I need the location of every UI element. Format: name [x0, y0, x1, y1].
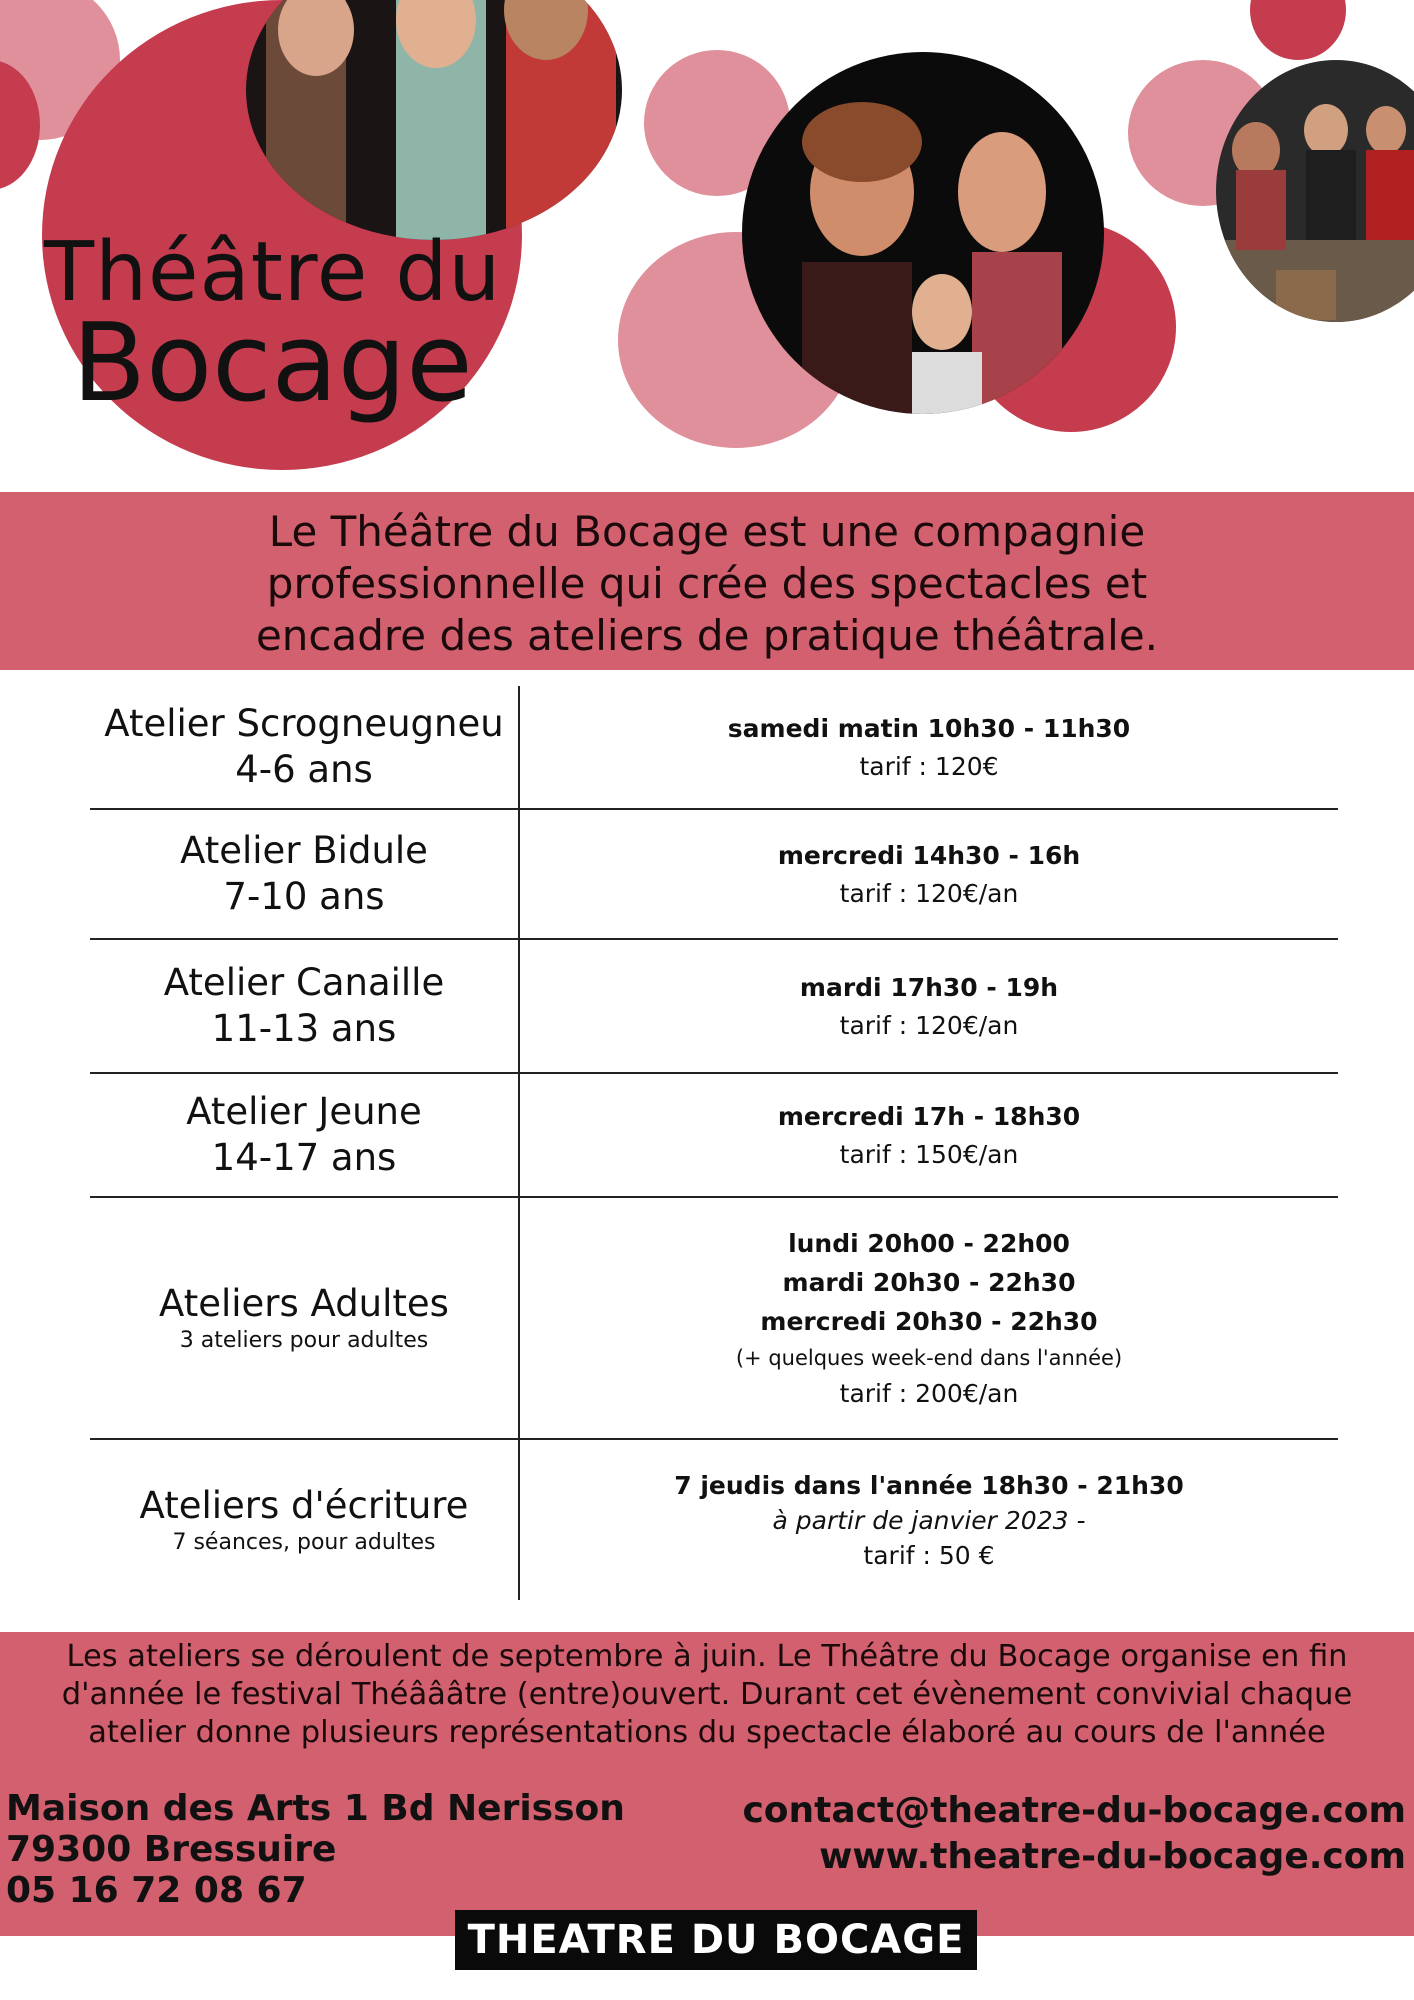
schedule-price: tarif : 200€/an	[839, 1378, 1019, 1408]
workshop-name: Atelier Bidule	[180, 829, 428, 872]
photo-actors	[742, 52, 1104, 414]
schedule-cell	[520, 1074, 1338, 1196]
schedule-time: lundi 20h00 - 22h00	[788, 1228, 1070, 1258]
schedule-note: à partir de janvier 2023 -	[772, 1505, 1086, 1535]
table-row	[90, 1074, 1338, 1198]
workshop-cell	[90, 1198, 520, 1438]
phone-number[interactable]: 05 16 72 08 67	[6, 1870, 307, 1911]
schedule-time: mercredi 17h - 18h30	[777, 1101, 1081, 1131]
contact-block	[742, 1788, 1406, 1880]
intro-line: professionnelle qui crée des spectacles et	[266, 559, 1148, 608]
footer-band	[0, 1632, 1414, 1936]
workshop-cell	[90, 1440, 520, 1600]
footer-description	[10, 1638, 1404, 1752]
schedule-price: tarif : 150€/an	[839, 1139, 1019, 1169]
intro-line: encadre des ateliers de pratique théâtrale.	[255, 611, 1159, 660]
workshop-cell	[90, 810, 520, 938]
workshop-cell	[90, 1074, 520, 1196]
title-line-1: Théâtre du	[44, 225, 502, 320]
schedule-time: mercredi 20h30 - 22h30	[760, 1306, 1098, 1336]
schedule-time: 7 jeudis dans l'année 18h30 - 21h30	[674, 1470, 1184, 1500]
schedule-cell	[520, 1440, 1338, 1600]
address-city: 79300 Bressuire	[6, 1829, 337, 1870]
schedule-note: (+ quelques week-end dans l'année)	[735, 1345, 1123, 1370]
table-row	[90, 686, 1338, 810]
workshop-name: Ateliers d'écriture	[139, 1484, 469, 1527]
intro-line: Le Théâtre du Bocage est une compagnie	[268, 507, 1146, 556]
schedule-price: tarif : 120€/an	[839, 1010, 1019, 1040]
schedule-time: mardi 20h30 - 22h30	[782, 1267, 1076, 1297]
workshop-name: Atelier Scrogneugneu	[104, 702, 504, 745]
schedule-cell	[520, 686, 1338, 808]
schedule-price: tarif : 50 €	[863, 1540, 995, 1570]
schedule-cell	[520, 940, 1338, 1072]
schedule-time: mardi 17h30 - 19h	[799, 972, 1059, 1002]
email-link[interactable]: contact@theatre-du-bocage.com	[742, 1790, 1406, 1831]
workshop-age: 4-6 ans	[235, 748, 373, 791]
table-row	[90, 810, 1338, 940]
schedule-cell	[520, 1198, 1338, 1438]
title-line-2: Bocage	[72, 301, 473, 426]
schedule-cell	[520, 810, 1338, 938]
intro-text	[0, 506, 1414, 662]
footer-line: d'année le festival Théâââtre (entre)ouvert. Durant cet évènement convivial chaque	[61, 1677, 1353, 1712]
schedule-price: tarif : 120€	[859, 751, 999, 781]
intro-band	[0, 492, 1414, 670]
schedule-price: tarif : 120€/an	[839, 878, 1019, 908]
workshop-cell	[90, 940, 520, 1072]
website-link[interactable]: www.theatre-du-bocage.com	[819, 1836, 1406, 1877]
workshop-subtitle: 7 séances, pour adultes	[172, 1530, 436, 1555]
table-row	[90, 1440, 1338, 1600]
schedule-table	[90, 686, 1338, 1600]
schedule-time: mercredi 14h30 - 16h	[777, 840, 1081, 870]
brand-logo: THEATRE DU BOCAGE	[455, 1910, 977, 1970]
footer-line: atelier donne plusieurs représentations du spectacle élaboré au cours de l'année	[88, 1715, 1326, 1750]
workshop-age: 14-17 ans	[211, 1136, 397, 1179]
schedule-time: samedi matin 10h30 - 11h30	[727, 713, 1131, 743]
workshop-age: 7-10 ans	[223, 875, 385, 918]
address-line: Maison des Arts 1 Bd Nerisson	[6, 1788, 625, 1829]
footer-line: Les ateliers se déroulent de septembre à juin. Le Théâtre du Bocage organise en fin	[66, 1639, 1348, 1674]
decor-circle	[1250, 0, 1346, 60]
address-block	[6, 1788, 625, 1911]
workshop-name: Atelier Canaille	[163, 961, 445, 1004]
table-row	[90, 940, 1338, 1074]
workshop-cell	[90, 686, 520, 808]
workshop-name: Atelier Jeune	[186, 1090, 422, 1133]
workshop-subtitle: 3 ateliers pour adultes	[179, 1328, 429, 1353]
table-row	[90, 1198, 1338, 1440]
workshop-name: Ateliers Adultes	[159, 1282, 449, 1325]
workshop-age: 11-13 ans	[211, 1007, 397, 1050]
